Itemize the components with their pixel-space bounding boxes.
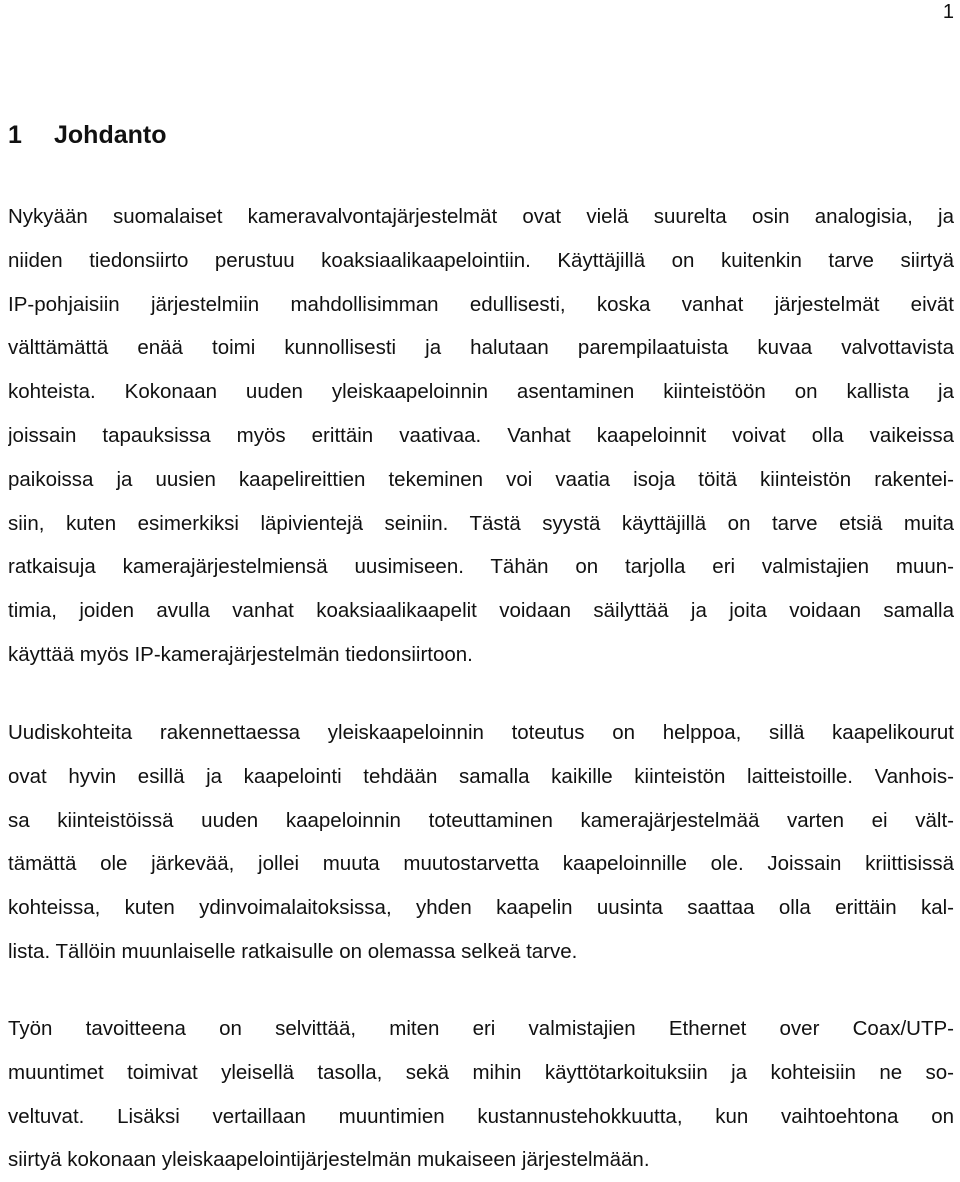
text-line: siirtyä kokonaan yleiskaapelointijärjestelmän mukaiseen järjestelmään. [8,1148,650,1172]
text-line: Työn tavoitteena on selvittää, miten eri valmistajien Ethernet over Coax/UTP- [8,1017,954,1040]
paragraph-intro [8,195,954,677]
paragraph-objective [8,1007,954,1182]
text-line: kohteissa, kuten ydinvoimalaitoksissa, yhden kaapelin uusinta saattaa olla erittäin kal- [8,896,954,920]
text-line: tämättä ole järkevää, jollei muuta muutostarvetta kaapeloinnille ole. Joissain kriittisissä [8,852,954,876]
text-line: joissain tapauksissa myös erittäin vaativaa. Vanhat kaapeloinnit voivat olla vaikeissa [8,423,954,447]
text-line: siin, kuten esimerkiksi läpivientejä seiniin. Tästä syystä käyttäjillä on tarve etsiä muita [8,511,954,535]
text-line: Nykyään suomalaiset kameravalvontajärjestelmät ovat vielä suurelta osin analogisia, ja [8,205,954,228]
text-line: sa kiinteistöissä uuden kaapeloinnin toteuttaminen kamerajärjestelmää varten ei vält- [8,808,954,832]
text-line: veltuvat. Lisäksi vertaillaan muuntimien kustannustehokkuutta, kun vaihtoehtona on [8,1104,954,1128]
chapter-title: Johdanto [54,121,167,149]
text-line: lista. Tällöin muunlaiselle ratkaisulle on olemassa selkeä tarve. [8,939,578,963]
text-line: muuntimet toimivat yleisellä tasolla, sekä mihin käyttötarkoituksiin ja kohteisiin ne so- [8,1060,954,1084]
text-line: timia, joiden avulla vanhat koaksiaalikaapelit voidaan säilyttää ja joita voidaan samalla [8,599,954,623]
text-line: niiden tiedonsiirto perustuu koaksiaalikaapelointiin. Käyttäjillä on kuitenkin tarve siirtyä [8,248,954,272]
text-line: ratkaisuja kamerajärjestelmiensä uusimiseen. Tähän on tarjolla eri valmistajien muun- [8,555,954,579]
text-line: välttämättä enää toimi kunnollisesti ja halutaan parempilaatuista kuvaa valvottavista [8,336,954,360]
chapter-heading [8,119,167,151]
text-line: kohteista. Kokonaan uuden yleiskaapeloinnin asentaminen kiinteistöön on kallista ja [8,380,954,404]
text-line: käyttää myös IP-kamerajärjestelmän tiedonsiirtoon. [8,642,473,666]
paragraph-new-buildings [8,711,954,974]
page-number: 1 [942,1,954,23]
text-line: ovat hyvin esillä ja kaapelointi tehdään samalla kaikille kiinteistön laitteistoille. Vanhois- [8,764,954,788]
text-line: IP-pohjaisiin järjestelmiin mahdollisimman edullisesti, koska vanhat järjestelmät eivät [8,292,954,316]
text-line: paikoissa ja uusien kaapelireittien tekeminen voi vaatia isoja töitä kiinteistön rakentei- [8,467,954,491]
chapter-number: 1 [8,121,22,149]
text-line: Uudiskohteita rakennettaessa yleiskaapeloinnin toteutus on helppoa, sillä kaapelikourut [8,721,954,744]
